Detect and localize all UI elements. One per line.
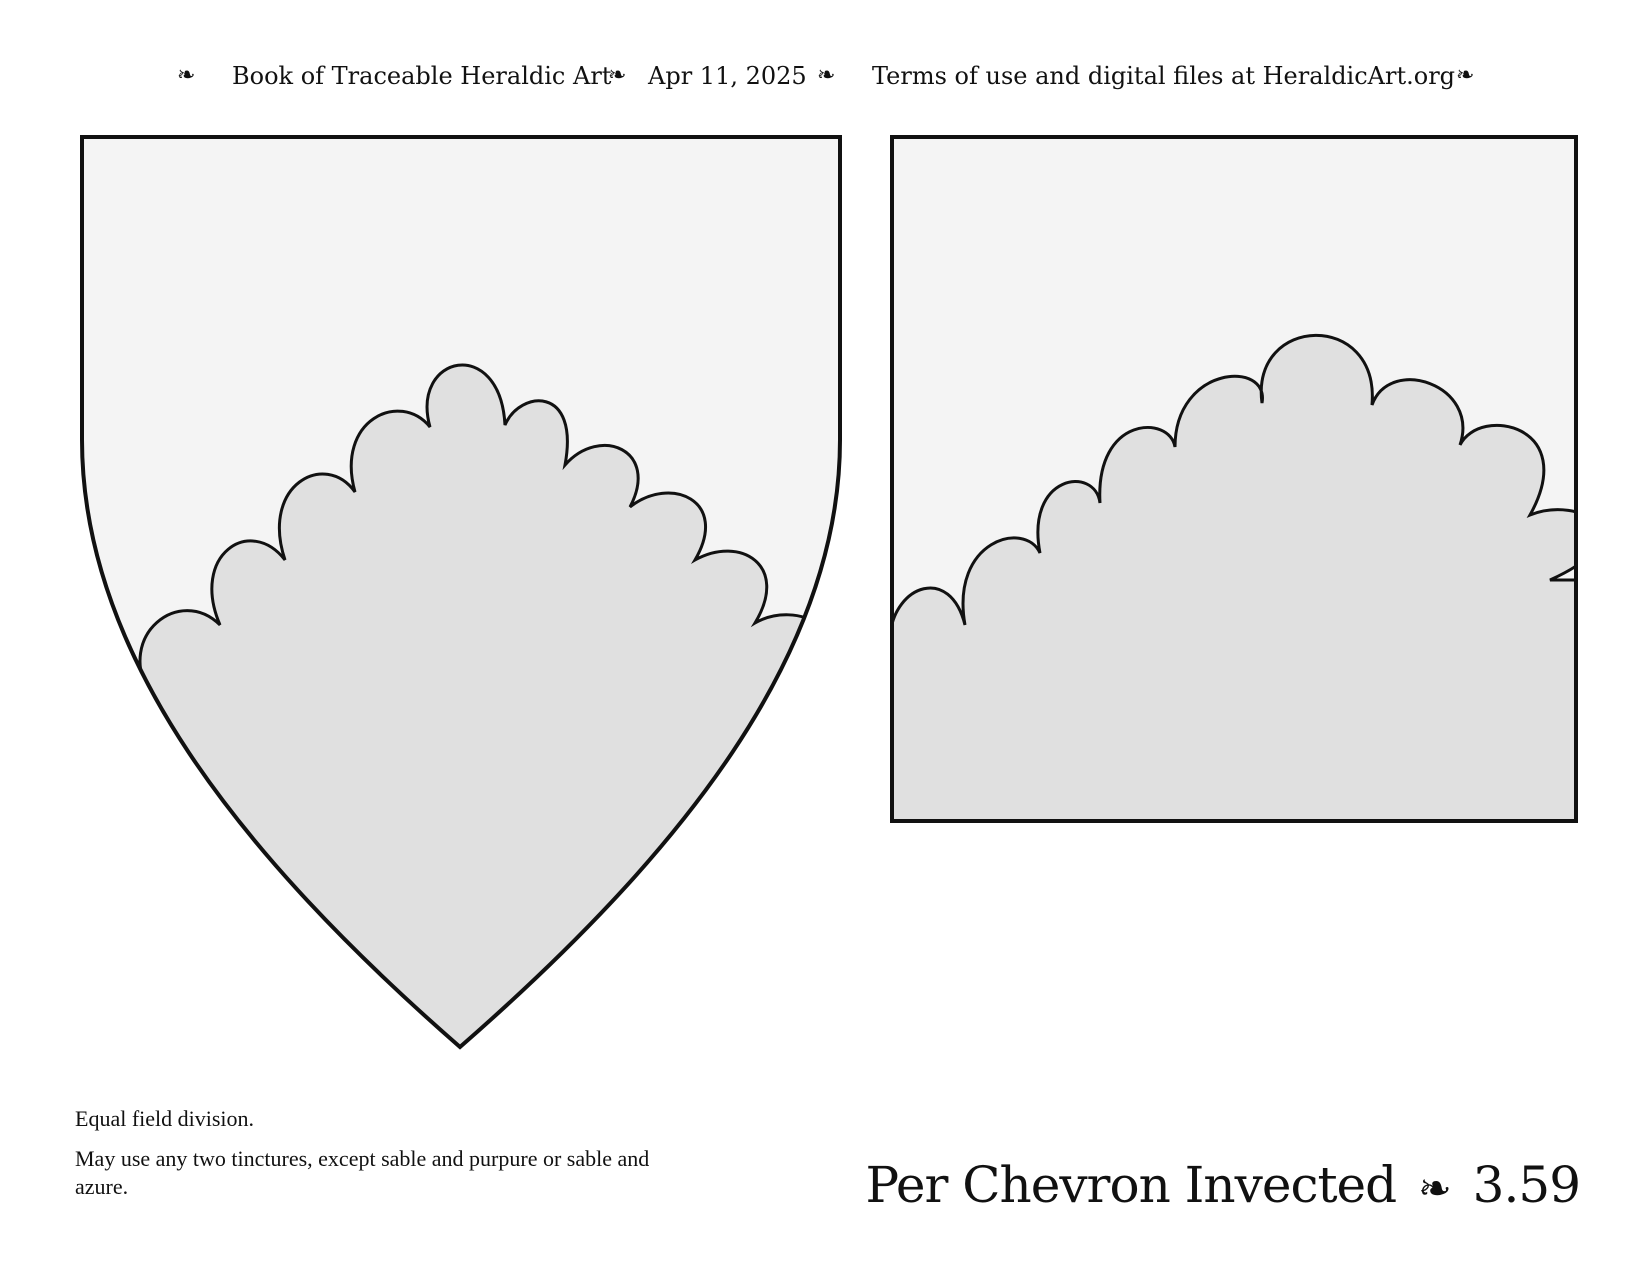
banner-illustration <box>890 135 1580 825</box>
header-book-title: Book of Traceable Heraldic Art <box>232 62 612 90</box>
header-ornament-1: ❧ <box>177 63 196 88</box>
shield-illustration <box>80 135 845 1055</box>
title-ornament: ❧ <box>1418 1166 1451 1212</box>
blazon-notes <box>75 1105 695 1213</box>
page-title: Per Chevron Invected <box>865 1156 1397 1214</box>
plate-number: 3.59 <box>1472 1156 1580 1214</box>
note-tinctures: May use any two tinctures, except sable and purpure or sable and azure. <box>75 1146 650 1199</box>
header-ornament-2: ❧ <box>608 63 627 88</box>
page-title-block <box>865 1145 1580 1225</box>
header-date: Apr 11, 2025 <box>648 62 807 90</box>
header-ornament-3: ❧ <box>817 63 836 88</box>
header-ornament-4: ❧ <box>1456 63 1475 88</box>
note-field-division: Equal field division. <box>75 1106 255 1131</box>
header-terms: Terms of use and digital files at HeraldicArt.org <box>872 62 1456 90</box>
page-header <box>0 56 1650 96</box>
